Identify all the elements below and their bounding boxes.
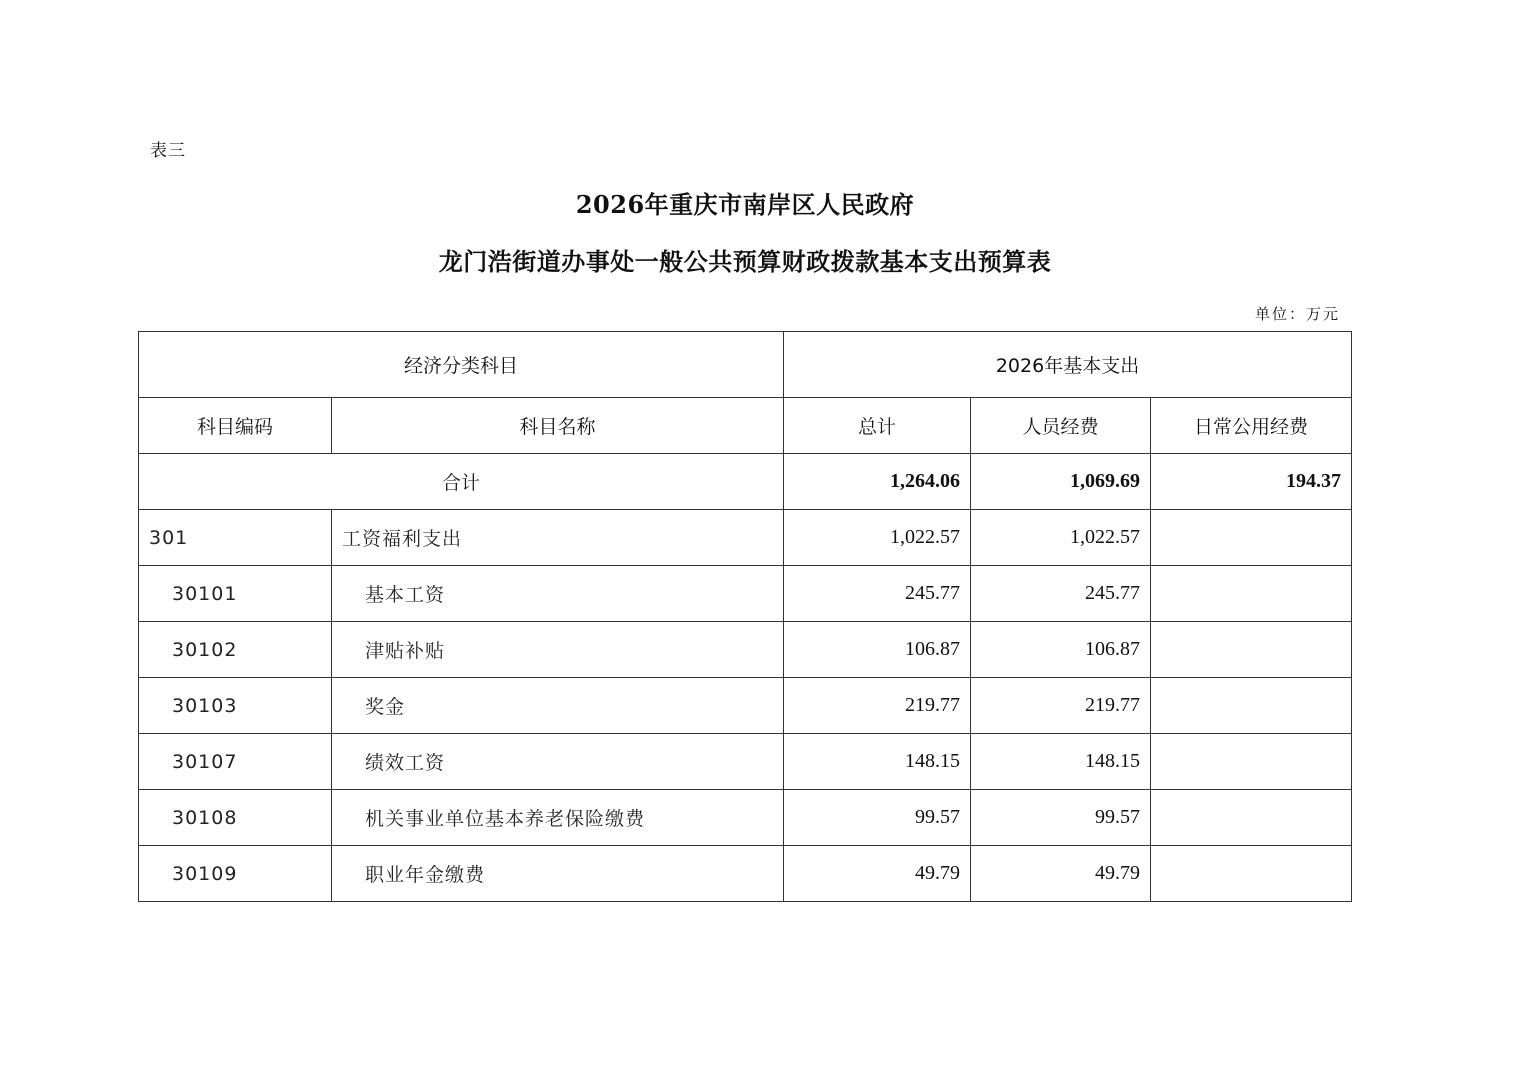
total-cell-total: 1,264.06 <box>784 454 971 510</box>
table-label: 表三 <box>150 141 186 161</box>
row-total: 1,022.57 <box>784 510 971 566</box>
header-row-top <box>139 332 1352 398</box>
row-total: 245.77 <box>784 566 971 622</box>
row-total: 106.87 <box>784 622 971 678</box>
header-public: 日常公用经费 <box>1151 398 1352 454</box>
row-personnel: 219.77 <box>971 678 1151 734</box>
row-public <box>1151 734 1352 790</box>
row-personnel: 245.77 <box>971 566 1151 622</box>
unit-label: 单位：万元 <box>1254 305 1340 323</box>
table-row <box>139 510 1352 566</box>
row-total: 148.15 <box>784 734 971 790</box>
table-row <box>139 734 1352 790</box>
header-total: 总计 <box>784 398 971 454</box>
row-name: 工资福利支出 <box>332 510 784 566</box>
row-total: 219.77 <box>784 678 971 734</box>
row-name: 绩效工资 <box>332 734 784 790</box>
header-econ-category: 经济分类科目 <box>139 332 784 398</box>
header-code: 科目编码 <box>139 398 332 454</box>
total-cell-public: 194.37 <box>1151 454 1352 510</box>
row-personnel: 49.79 <box>971 846 1151 902</box>
table-row <box>139 622 1352 678</box>
table-row <box>139 566 1352 622</box>
row-public <box>1151 622 1352 678</box>
header-row-sub <box>139 398 1352 454</box>
row-code: 30102 <box>139 622 332 678</box>
budget-table <box>138 331 1352 902</box>
row-public <box>1151 510 1352 566</box>
table-row <box>139 790 1352 846</box>
row-personnel: 106.87 <box>971 622 1151 678</box>
row-name: 职业年金缴费 <box>332 846 784 902</box>
row-personnel: 99.57 <box>971 790 1151 846</box>
row-public <box>1151 790 1352 846</box>
table-row <box>139 678 1352 734</box>
row-code: 30108 <box>139 790 332 846</box>
row-code: 30109 <box>139 846 332 902</box>
row-personnel: 148.15 <box>971 734 1151 790</box>
row-code: 30107 <box>139 734 332 790</box>
row-public <box>1151 846 1352 902</box>
total-row <box>139 454 1352 510</box>
header-personnel: 人员经费 <box>971 398 1151 454</box>
row-code: 301 <box>139 510 332 566</box>
row-public <box>1151 566 1352 622</box>
table-row <box>139 846 1352 902</box>
row-personnel: 1,022.57 <box>971 510 1151 566</box>
row-name: 津贴补贴 <box>332 622 784 678</box>
row-public <box>1151 678 1352 734</box>
total-label: 合计 <box>139 454 784 510</box>
row-name: 基本工资 <box>332 566 784 622</box>
total-cell-personnel: 1,069.69 <box>971 454 1151 510</box>
document-title-line1: 2026年重庆市南岸区人民政府 <box>575 190 915 219</box>
row-code: 30103 <box>139 678 332 734</box>
header-basic-expense: 2026年基本支出 <box>784 332 1352 398</box>
row-code: 30101 <box>139 566 332 622</box>
document-title-line2: 龙门浩街道办事处一般公共预算财政拨款基本支出预算表 <box>438 247 1052 276</box>
row-total: 49.79 <box>784 846 971 902</box>
row-total: 99.57 <box>784 790 971 846</box>
row-name: 机关事业单位基本养老保险缴费 <box>332 790 784 846</box>
row-name: 奖金 <box>332 678 784 734</box>
header-name: 科目名称 <box>332 398 784 454</box>
